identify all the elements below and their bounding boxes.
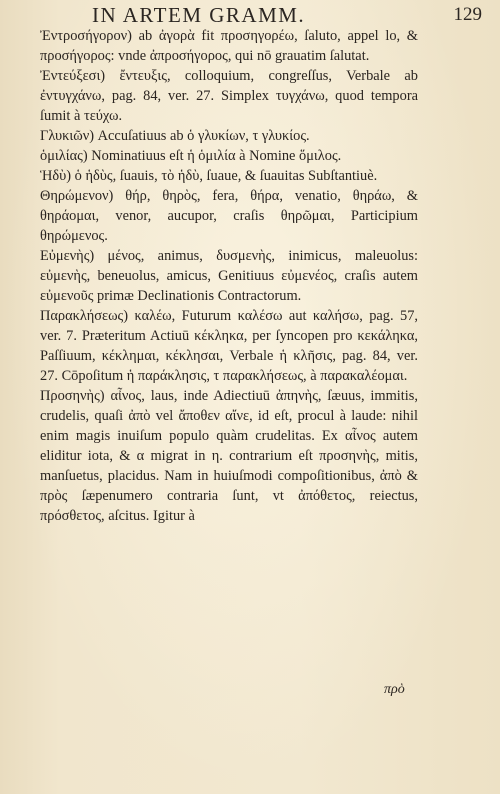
paragraph: Εὐμενὴς) μένος, animus, δυσμενὴς, inimicus, maleuolus: εὐμενὴς, beneuolus, amicus, Genitiuus εὐμενέος, craſis autem εὐμενοῦς primæ Declinationis Contractorum. [40,248,418,304]
paragraph: Γλυκιῶν) Accuſatiuus ab ὁ γλυκίων, τ γλυκίος. [40,128,310,144]
paragraph: ὁμιλίας) Nominatiuus eſt ἡ ὁμιλία à Nomine ὅμιλος. [40,148,342,164]
paragraph: Ἡδὺ) ὁ ἡδὺς, ſuauis, τὸ ἡδὺ, ſuaue, & ſuauitas Subſtantiuè. [40,168,378,184]
paragraph: Θηρώμενον) θήρ, θηρὸς, fera, θήρα, venatio, θηράω, & θηράομαι, venor, aucupor, craſis θηρῶμαι, Participium θηρώμενος. [40,188,418,244]
catchword: πρὸ [384,682,405,697]
paragraph: Παρακλήσεως) καλέω, Futurum καλέσω aut καλήσω, pag. 57, ver. 7. Præteritum Actiuū κέκληκα, per ſyncopen pro κεκάληκα, Paſſiuum, κέκλημαι, κέκλησαι, Verbale ἡ κλῆσις, pag. 84, ver. 27. Cōpoſitum ἡ παράκλησις, τ παρακλήσεως, à παρακαλέομαι. [40,308,418,384]
running-head: IN ARTEM GRAMM. [92,3,306,27]
body-text [40,26,418,526]
page-number: 129 [453,4,482,25]
paragraph: Προσηνὴς) αἶνος, laus, inde Adiectiuū ἀπηνὴς, ſæuus, immitis, crudelis, quaſi ἀπὸ vel ἄποθεν αἴνε, id eſt, procul à laude: nihil enim magis inuiſum populo quàm crudelitas. Ex αἶνος autem eliditur iota, & α migrat in η. contrarium eſt προσηνὴς, mitis, manſuetus, placidus. Nam in huiuſmodi compoſitionibus, ἀπὸ & πρὸς ſæpenumero contraria ſunt, vt ἀπόθετος, reiectus, πρόσθετος, aſcitus. Igitur à [40,388,418,524]
paragraph: Ἐντεύξεσι) ἔντευξις, colloquium, congreſſus, Verbale ab ἐντυγχάνω, pag. 84, ver. 27. Simplex τυγχάνω, quod tempora ſumit à τεύχω. [40,68,418,124]
paragraph: Ἐντροσήγορον) ab ἀγορὰ fit προσηγορέω, ſaluto, appel lo, & προσήγορος: vnde ἀπροσήγορος, qui nō grauatim ſalutat. [40,28,418,64]
page-header [70,3,490,27]
